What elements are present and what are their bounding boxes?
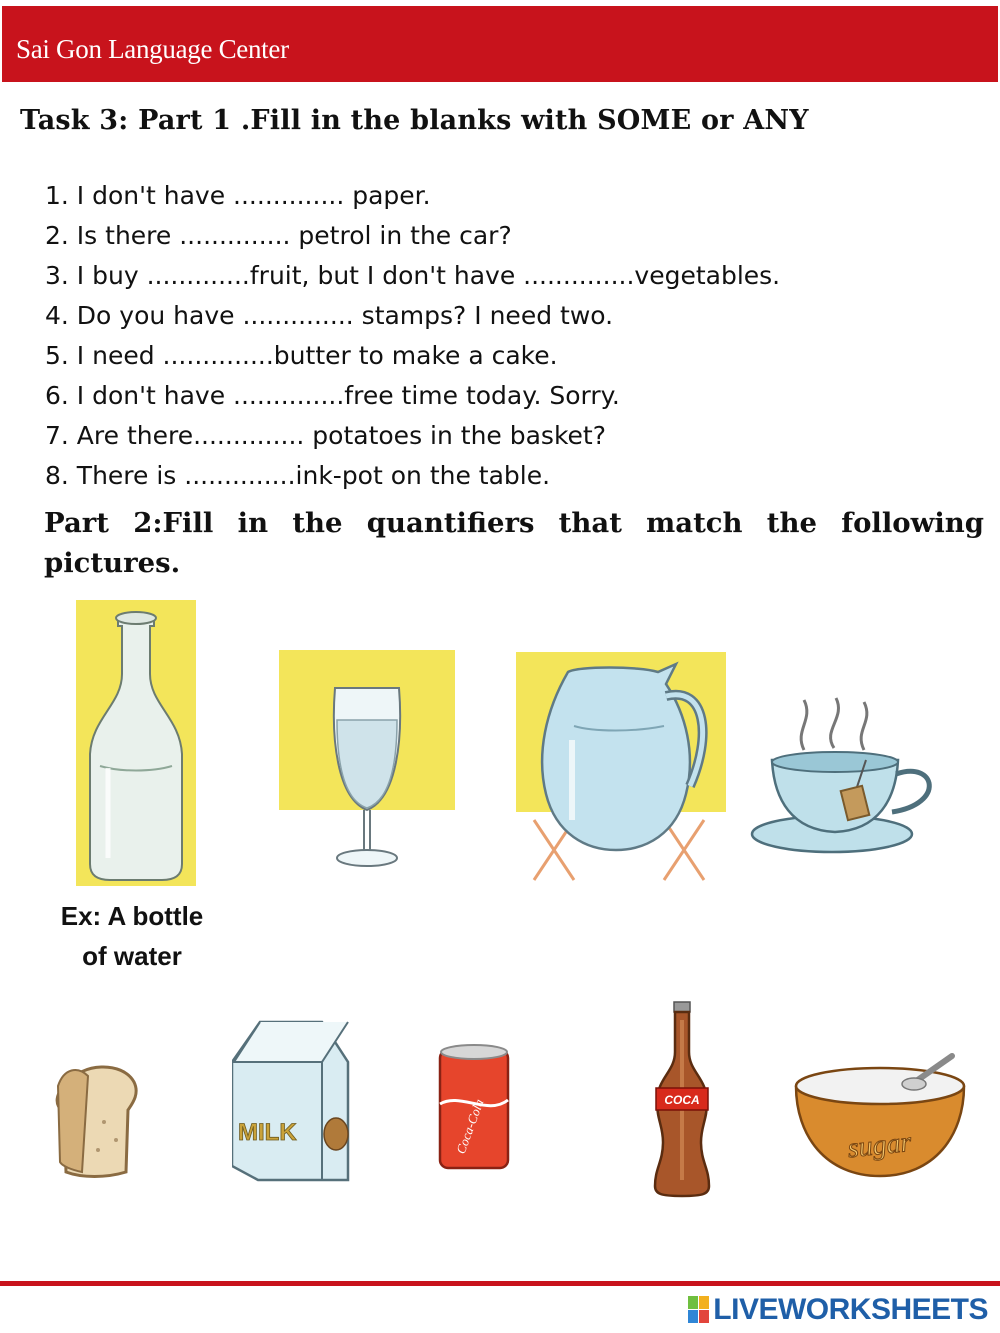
teacup-icon <box>748 690 960 862</box>
can-label: Coca-Cola <box>452 1097 487 1156</box>
sentence-item: 7. Are there.............. potatoes in the basket? <box>45 421 606 450</box>
brand-mark-icon <box>688 1296 710 1324</box>
example-label <box>40 896 224 976</box>
sentence-item: 1. I don't have .............. paper. <box>45 181 431 210</box>
cola-bottle-icon <box>642 1000 722 1200</box>
sentence-item: 8. There is ..............ink-pot on the table. <box>45 461 551 490</box>
footer-divider <box>0 1281 1000 1286</box>
bread-slice-icon <box>44 1062 142 1178</box>
example-line-2: of water <box>82 941 182 971</box>
cola-can-icon <box>436 1042 512 1176</box>
task-title: Task 3: Part 1 .Fill in the blanks with SOME or ANY <box>20 105 809 136</box>
milk-label: MILK <box>238 1119 297 1146</box>
wine-glass-icon <box>277 648 457 880</box>
sentence-item: 2. Is there .............. petrol in the car? <box>45 221 512 250</box>
bottle-icon <box>72 598 200 890</box>
sentence-item: 3. I buy .............fruit, but I don't have ..............vegetables. <box>45 261 781 290</box>
bowl-label: sugar <box>846 1126 913 1165</box>
brand-logo[interactable] <box>688 1292 988 1328</box>
sentence-list <box>45 176 780 496</box>
header-band <box>2 6 998 82</box>
sugar-bowl-icon <box>792 1050 968 1182</box>
jug-icon <box>514 650 732 886</box>
sentence-item: 6. I don't have ..............free time today. Sorry. <box>45 381 620 410</box>
example-line-1: Ex: A bottle <box>60 901 204 931</box>
center-name: Sai Gon Language Center <box>16 34 289 64</box>
sentence-item: 5. I need ..............butter to make a cake. <box>45 341 558 370</box>
part2-title: Part 2:Fill in the quantifiers that match the following pictures. <box>44 507 984 579</box>
milk-carton-icon <box>232 1016 352 1186</box>
brand-text: LIVEWORKSHEETS <box>713 1293 988 1326</box>
sentence-item: 4. Do you have .............. stamps? I need two. <box>45 301 614 330</box>
bottle-label: COCA <box>664 1093 700 1107</box>
